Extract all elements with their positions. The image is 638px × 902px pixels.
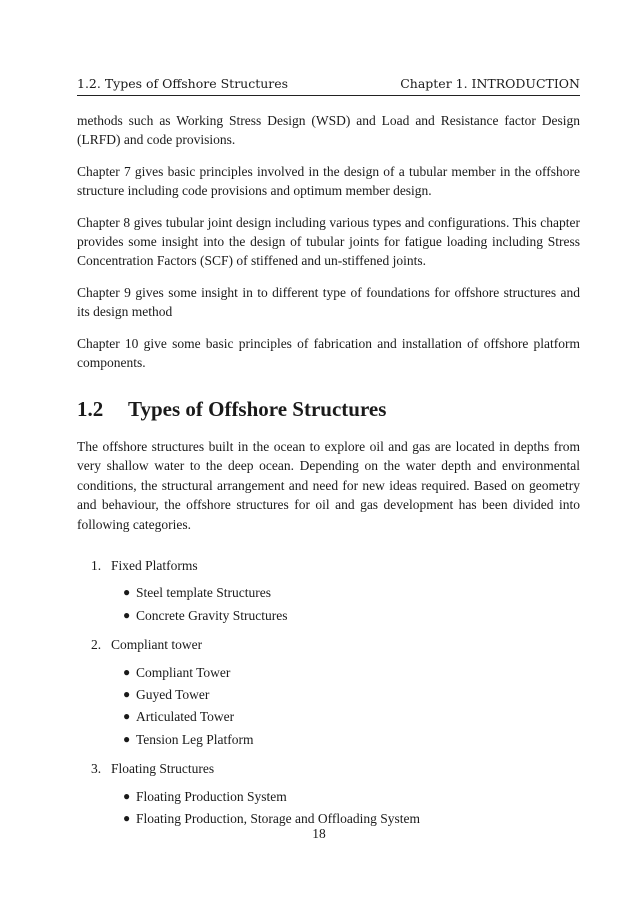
bullet-icon: ●	[123, 607, 131, 622]
bullet-icon: ●	[123, 731, 131, 746]
subcategory-list	[77, 787, 580, 829]
paragraph: methods such as Working Stress Design (WSD) and Load and Resistance factor Design (LRFD) and code provisions.	[77, 113, 580, 148]
paragraph: Chapter 9 gives some insight in to different type of foundations for offshore structures and its design method	[77, 284, 580, 320]
bullet-icon: ●	[123, 686, 131, 701]
bullet-icon: ●	[123, 709, 131, 724]
subcategory-item: ● Steel template Structures	[123, 583, 580, 602]
subcategory-list	[77, 583, 580, 625]
paragraph: Chapter 7 gives basic principles involved in the design of a tubular member in the offshore structure including code provisions and optimum member design.	[77, 163, 580, 199]
paragraph: Chapter 10 give some basic principles of fabrication and installation of offshore platform components.	[77, 335, 580, 371]
bullet-icon: ●	[123, 585, 131, 600]
section-intro: The offshore structures built in the ocean to explore oil and gas are located in depths from very shallow water to the deep ocean. Depending on the water depth and environmental conditions, the structural arrangement and need for new ideas required. Based on geometry and behaviour, the offshore structures for oil and gas development has been divided into following categories.	[77, 438, 580, 532]
header-section-title: 1.2. Types of Offshore Structures	[77, 76, 289, 91]
category-label: Floating Structures	[111, 761, 215, 777]
subcategory-list	[77, 663, 580, 750]
section-title: Types of Offshore Structures	[128, 397, 387, 422]
bullet-icon: ●	[123, 788, 131, 803]
section-heading	[77, 397, 580, 422]
header-rule	[77, 95, 580, 96]
page-number: 18	[312, 826, 326, 841]
subcategory-item: ● Compliant Tower	[123, 663, 580, 682]
running-header	[77, 76, 580, 91]
bullet-icon: ●	[123, 664, 131, 679]
category-item	[77, 556, 580, 625]
category-label: Fixed Platforms	[111, 557, 198, 573]
bullet-icon: ●	[123, 810, 131, 825]
category-item	[77, 635, 580, 749]
category-label: Compliant tower	[111, 637, 203, 653]
subcategory-item: ● Articulated Tower	[123, 707, 580, 726]
subcategory-item: ● Floating Production System	[123, 787, 580, 806]
page-body	[77, 111, 580, 838]
category-number: 2.	[91, 637, 102, 653]
paragraph: Chapter 8 gives tubular joint design including various types and configurations. This chapter provides some insight into the design of tubular joints for fatigue loading including Stress Concentration Factors (SCF) of stiffened and un-stiffened joints.	[77, 214, 580, 269]
category-item	[77, 759, 580, 828]
category-number: 1.	[91, 557, 102, 573]
subcategory-item: ● Concrete Gravity Structures	[123, 606, 580, 625]
subcategory-item: ● Floating Production, Storage and Offloading System	[123, 809, 580, 828]
category-list	[77, 556, 580, 828]
category-number: 3.	[91, 761, 102, 777]
header-chapter-title: Chapter 1. INTRODUCTION	[400, 76, 580, 91]
subcategory-item: ● Guyed Tower	[123, 685, 580, 704]
subcategory-item: ● Tension Leg Platform	[123, 730, 580, 749]
section-number: 1.2	[77, 397, 104, 422]
